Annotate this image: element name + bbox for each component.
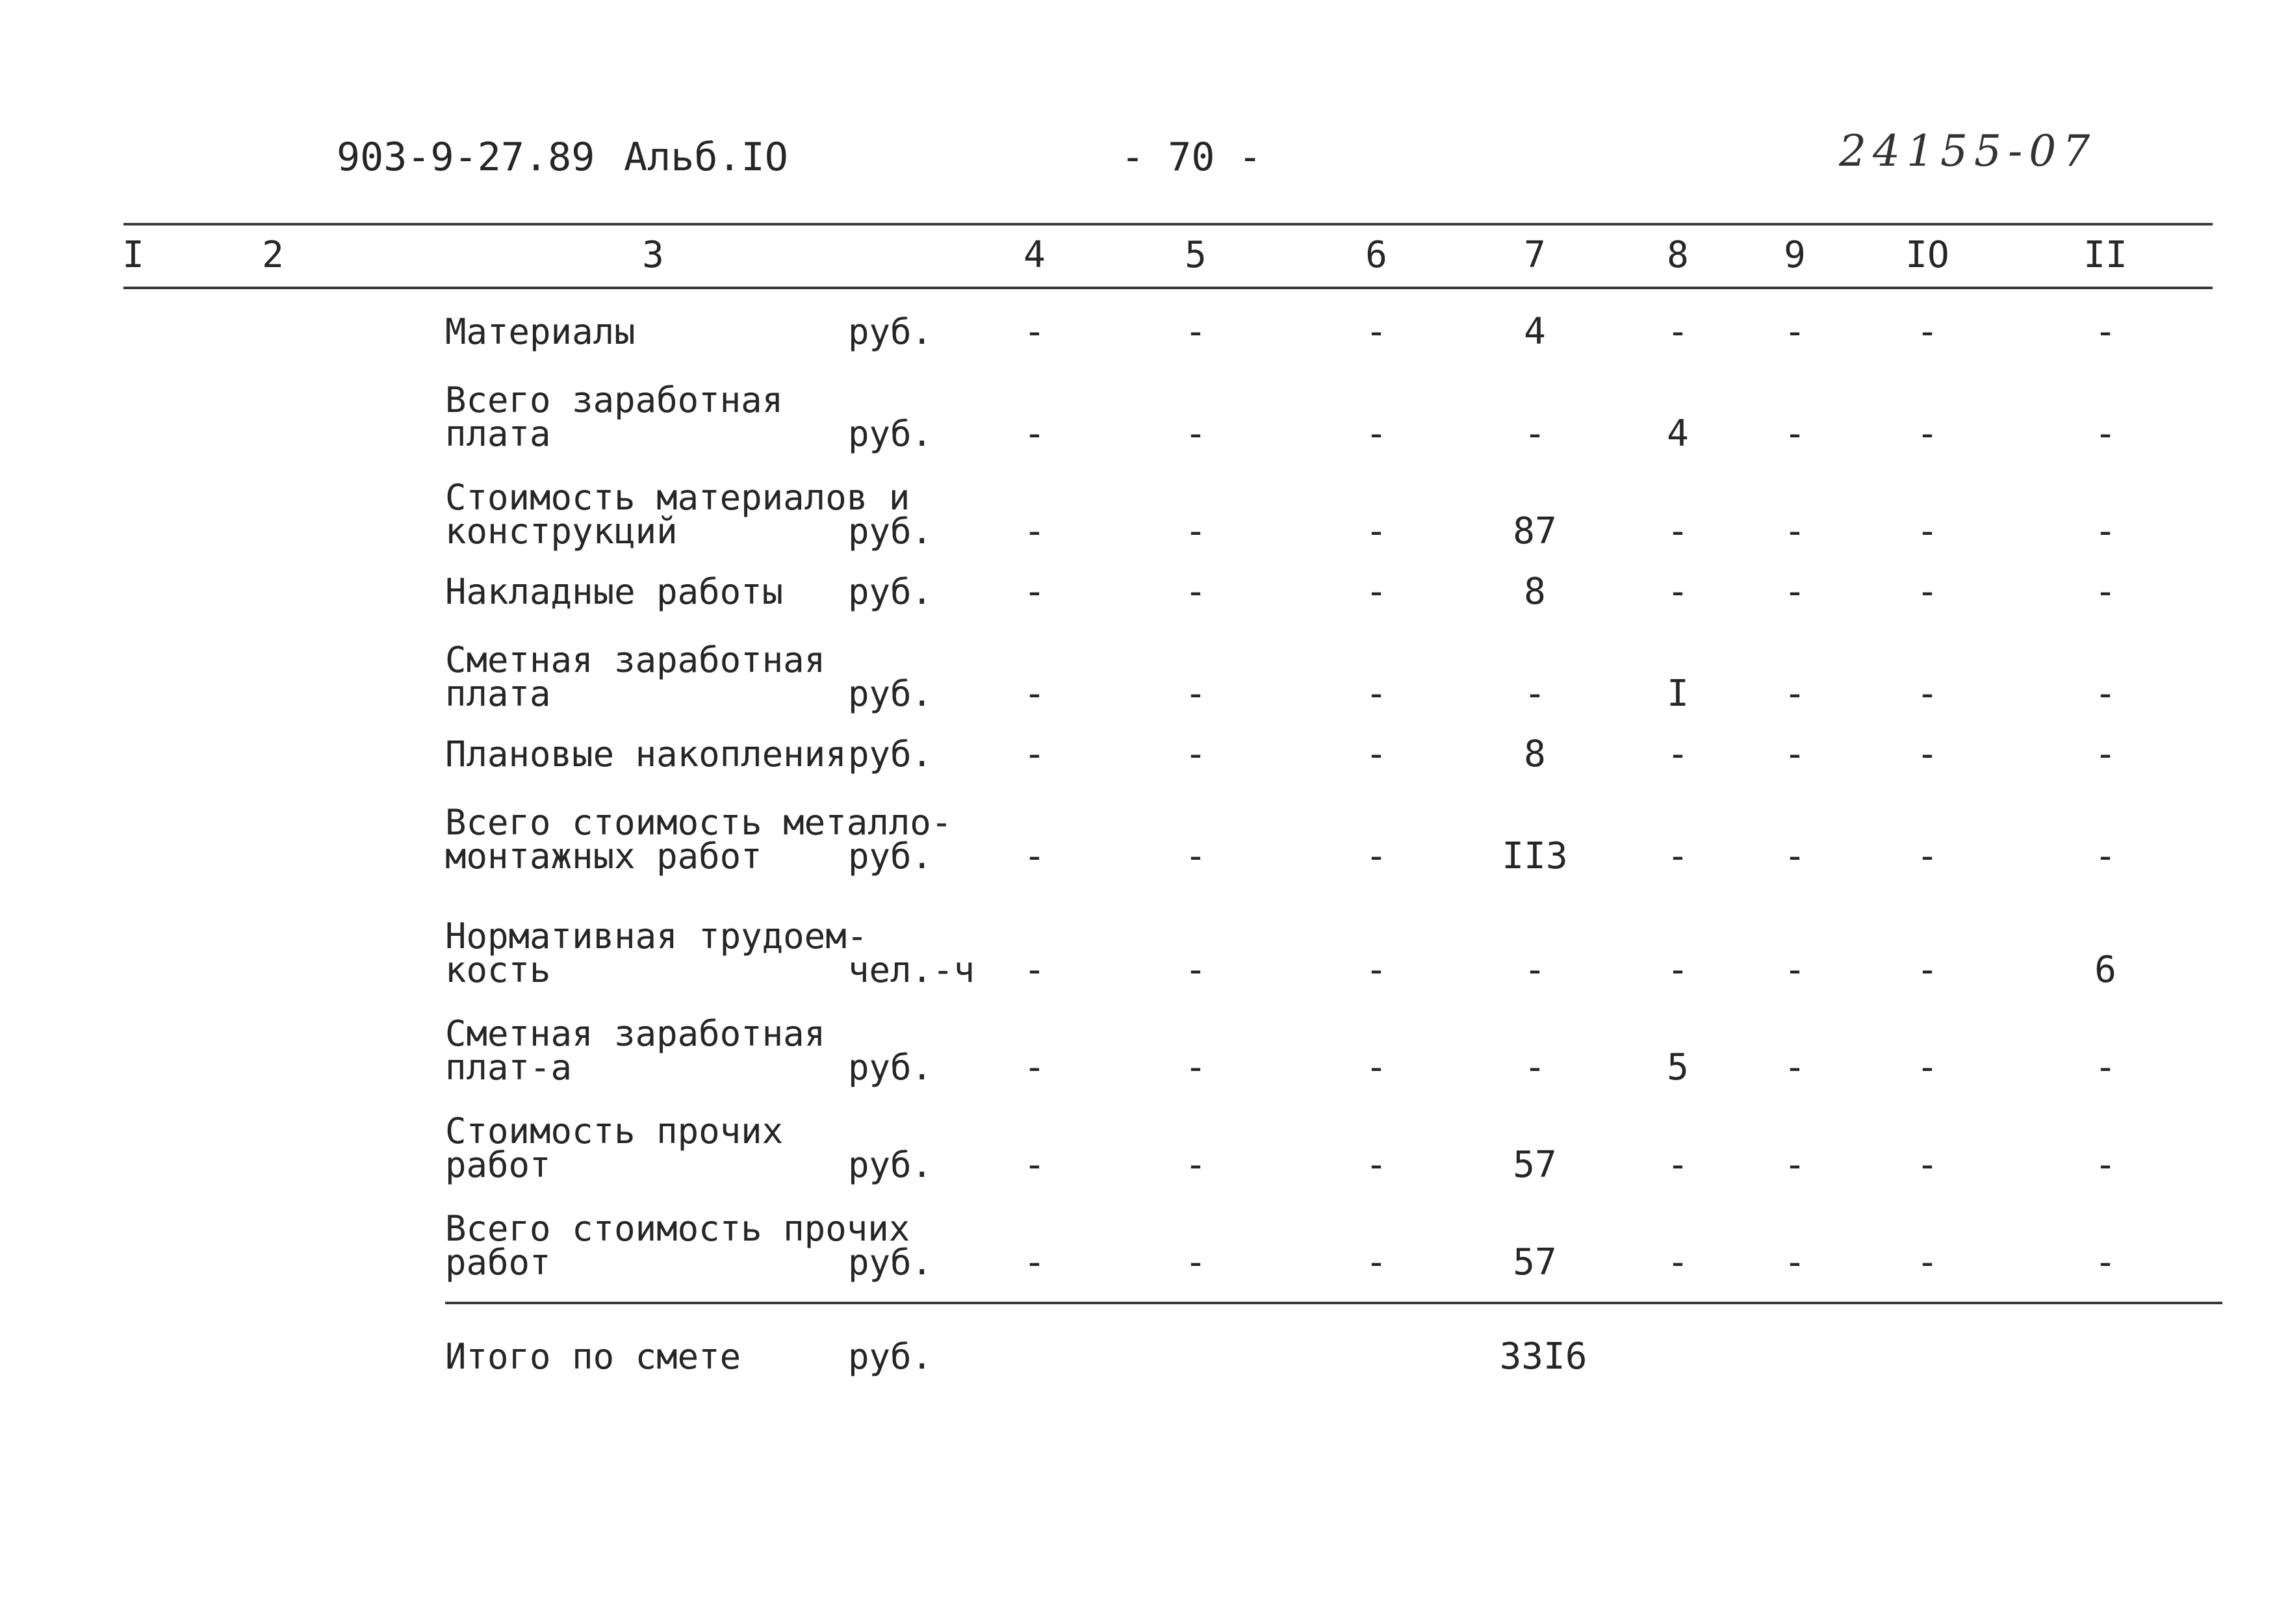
row-cell: 4 [1667, 413, 1689, 455]
row-cell: 87 [1513, 510, 1557, 552]
table-row [0, 1013, 2288, 1089]
row-cell: - [1023, 510, 1046, 552]
row-cell: - [1524, 673, 1546, 715]
document-code: 903-9-27.89 [337, 135, 595, 180]
row-label: Сметная заработная плат-а [445, 1013, 826, 1088]
column-number: 8 [1667, 234, 1689, 276]
row-label: Нормативная трудоем- кость [445, 916, 868, 990]
row-cell: - [1185, 1144, 1207, 1186]
row-cell: - [1023, 571, 1046, 613]
row-cell: - [1023, 311, 1046, 353]
row-cell: - [1365, 1046, 1387, 1089]
row-unit: руб. [848, 311, 933, 352]
row-cell: - [1185, 510, 1207, 552]
row-cell: - [1784, 673, 1806, 715]
row-cell: - [1365, 835, 1387, 877]
row-cell: - [1667, 311, 1689, 353]
row-cell: - [1916, 835, 1938, 877]
row-cell: - [1023, 835, 1046, 877]
row-cell: - [1667, 733, 1689, 775]
row-unit: руб. [848, 734, 933, 775]
row-cell: - [1784, 510, 1806, 552]
column-number: I [122, 234, 144, 276]
row-cell: - [1185, 733, 1207, 775]
row-label: Стоимость материалов и конструкций [445, 477, 910, 552]
row-unit: руб. [848, 673, 933, 714]
row-cell: - [1784, 413, 1806, 455]
row-cell: - [1524, 1046, 1546, 1089]
row-cell: - [1916, 510, 1938, 552]
row-unit: руб. [848, 1242, 933, 1283]
row-cell: - [1667, 1241, 1689, 1283]
row-cell: 8 [1524, 571, 1546, 613]
column-number: 4 [1023, 234, 1046, 276]
row-cell: - [1784, 1144, 1806, 1186]
column-number: 7 [1524, 234, 1546, 276]
handwritten-stamp-number: 24155-07 [1839, 126, 2097, 176]
row-cell: - [1784, 1241, 1806, 1283]
row-cell: - [2094, 510, 2116, 552]
row-cell: - [1916, 1241, 1938, 1283]
row-cell: - [1023, 413, 1046, 455]
row-unit: руб. [848, 1144, 933, 1185]
column-number: II [2083, 234, 2127, 276]
row-cell: - [1365, 413, 1387, 455]
row-cell: - [1365, 1144, 1387, 1186]
row-cell: - [1185, 835, 1207, 877]
total-value: 33I6 [1499, 1335, 1587, 1378]
row-unit: руб. [848, 511, 933, 552]
row-cell: - [1667, 510, 1689, 552]
row-cell: - [1524, 413, 1546, 455]
row-cell: 57 [1513, 1144, 1557, 1186]
row-cell: - [1185, 1241, 1207, 1283]
row-cell: - [1365, 673, 1387, 715]
row-cell: - [1667, 949, 1689, 991]
row-cell: 8 [1524, 733, 1546, 775]
table-row [0, 380, 2288, 455]
row-unit: руб. [848, 413, 933, 454]
row-label: Плановые накопления [445, 734, 847, 775]
row-cell: II3 [1502, 835, 1568, 877]
table-bottom-rule [445, 1302, 2222, 1304]
row-cell: - [1784, 733, 1806, 775]
row-cell: I [1667, 673, 1689, 715]
table-row [0, 639, 2288, 715]
table-row [0, 477, 2288, 552]
row-cell: - [1784, 571, 1806, 613]
row-label: Накладные работы [445, 571, 784, 612]
row-cell: - [1365, 1241, 1387, 1283]
row-cell: - [1023, 1241, 1046, 1283]
row-label: Всего стоимость металло- монтажных работ [445, 802, 953, 877]
row-cell: - [1916, 571, 1938, 613]
row-cell: - [1023, 949, 1046, 991]
row-cell: - [2094, 1241, 2116, 1283]
row-cell: - [2094, 733, 2116, 775]
row-cell: - [1185, 413, 1207, 455]
row-cell: - [1916, 673, 1938, 715]
row-label: Материалы [445, 311, 636, 352]
row-label: Всего стоимость прочих работ [445, 1208, 910, 1283]
row-cell: - [1365, 571, 1387, 613]
row-cell: - [1185, 1046, 1207, 1089]
row-cell: - [1185, 311, 1207, 353]
row-cell: 5 [1667, 1046, 1689, 1089]
total-label: Итого по смете [445, 1336, 741, 1377]
row-cell: - [1784, 949, 1806, 991]
row-cell: - [1023, 733, 1046, 775]
table-row [0, 802, 2288, 877]
table-header-rule [123, 287, 2213, 289]
table-row [0, 1208, 2288, 1283]
column-number: IO [1905, 234, 1949, 276]
row-cell: - [2094, 835, 2116, 877]
row-cell: - [1185, 673, 1207, 715]
row-cell: - [1784, 835, 1806, 877]
row-cell: - [1023, 673, 1046, 715]
table-row [0, 733, 2288, 775]
row-cell: - [1916, 949, 1938, 991]
row-cell: - [2094, 311, 2116, 353]
row-cell: - [1916, 1144, 1938, 1186]
row-label: Всего заработная плата [445, 380, 784, 454]
total-row [0, 1335, 2288, 1379]
row-label: Сметная заработная плата [445, 639, 826, 714]
row-unit: руб. [848, 836, 933, 877]
row-cell: - [1365, 733, 1387, 775]
table-top-rule [123, 223, 2213, 226]
row-cell: - [1667, 1144, 1689, 1186]
row-cell: - [1916, 311, 1938, 353]
row-cell: - [1667, 835, 1689, 877]
album-number: Альб.IO [624, 135, 788, 180]
row-cell: - [1667, 571, 1689, 613]
row-cell: - [1784, 311, 1806, 353]
row-cell: - [2094, 673, 2116, 715]
table-row [0, 1111, 2288, 1186]
row-unit: руб. [848, 571, 933, 612]
table-row [0, 311, 2288, 353]
row-cell: 4 [1524, 311, 1546, 353]
row-label: Стоимость прочих работ [445, 1111, 784, 1185]
row-cell: - [1524, 949, 1546, 991]
row-cell: - [1916, 1046, 1938, 1089]
row-cell: - [1185, 949, 1207, 991]
column-number: 3 [642, 234, 664, 276]
column-number: 2 [262, 234, 284, 276]
row-cell: - [1365, 311, 1387, 353]
page-number: - 70 - [1121, 135, 1262, 180]
row-cell: 6 [2094, 949, 2116, 991]
row-cell: - [1916, 733, 1938, 775]
row-cell: - [1023, 1144, 1046, 1186]
row-unit: руб. [848, 1047, 933, 1088]
table-row [0, 916, 2288, 991]
column-number: 6 [1365, 234, 1387, 276]
row-cell: - [1023, 1046, 1046, 1089]
row-cell: - [2094, 1046, 2116, 1089]
row-cell: - [2094, 571, 2116, 613]
table-row [0, 571, 2288, 613]
row-cell: - [2094, 413, 2116, 455]
row-cell: - [1784, 1046, 1806, 1089]
row-cell: - [1365, 510, 1387, 552]
row-cell: 57 [1513, 1241, 1557, 1283]
row-cell: - [1185, 571, 1207, 613]
total-unit: руб. [848, 1336, 933, 1377]
row-cell: - [2094, 1144, 2116, 1186]
row-unit: чел.-ч [848, 949, 975, 990]
column-number: 5 [1185, 234, 1207, 276]
column-number: 9 [1784, 234, 1806, 276]
row-cell: - [1365, 949, 1387, 991]
row-cell: - [1916, 413, 1938, 455]
